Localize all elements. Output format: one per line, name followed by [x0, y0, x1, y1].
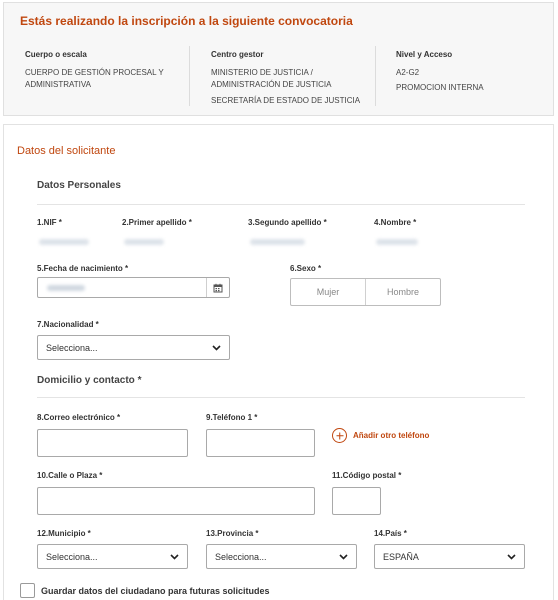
municipio-select[interactable]	[37, 544, 188, 569]
cuerpo-value: CUERPO DE GESTIÓN PROCESAL Y ADMINISTRATIVA	[25, 68, 164, 89]
sexo-mujer-button[interactable]: Mujer	[316, 287, 340, 297]
sexo-hombre-button[interactable]: Hombre	[365, 279, 440, 305]
codigo-postal-input[interactable]	[332, 487, 381, 515]
plus-circle-icon	[332, 428, 347, 443]
add-phone-label: Añadir otro teléfono	[353, 431, 430, 440]
centro-gestor-label: Centro gestor	[211, 50, 264, 59]
column-divider	[189, 46, 190, 106]
convocatoria-title: Estás realizando la inscripción a la siguiente convocatoria	[20, 14, 353, 28]
guardar-datos-label: Guardar datos del ciudadano para futuras solicitudes	[41, 586, 270, 596]
nacionalidad-value: Selecciona...	[46, 342, 98, 353]
municipio-label: 12.Municipio *	[37, 529, 91, 538]
segundo-apellido-value-redacted	[250, 239, 305, 245]
telefono-label: 9.Teléfono 1 *	[206, 413, 258, 422]
municipio-value: Selecciona...	[46, 551, 98, 562]
provincia-value: Selecciona...	[215, 551, 267, 562]
datos-personales-heading: Datos Personales	[37, 180, 121, 191]
pais-select[interactable]	[374, 544, 525, 569]
fecha-nacimiento-label: 5.Fecha de nacimiento *	[37, 264, 129, 273]
column-divider	[375, 46, 376, 106]
provincia-label: 13.Provincia *	[206, 529, 259, 538]
correo-label: 8.Correo electrónico *	[37, 413, 121, 422]
nacionalidad-select[interactable]	[37, 335, 230, 360]
domicilio-heading: Domicilio y contacto *	[37, 375, 142, 386]
cuerpo-label: Cuerpo o escala	[25, 50, 87, 59]
chevron-down-icon	[507, 554, 516, 560]
chevron-down-icon	[339, 554, 348, 560]
nif-value-redacted	[39, 239, 89, 245]
section-title: Datos del solicitante	[17, 145, 116, 157]
fecha-nacimiento-input[interactable]	[37, 277, 230, 298]
chevron-down-icon	[212, 345, 221, 351]
provincia-select[interactable]	[206, 544, 357, 569]
pais-value: ESPAÑA	[383, 551, 419, 562]
nivel-acceso-label: Nivel y Acceso	[396, 50, 453, 59]
chevron-down-icon	[170, 554, 179, 560]
calle-label: 10.Calle o Plaza *	[37, 471, 103, 480]
calendar-icon	[213, 283, 223, 293]
pais-label: 14.País *	[374, 529, 407, 538]
telefono-input[interactable]	[206, 429, 315, 457]
guardar-datos-checkbox[interactable]	[20, 583, 35, 598]
primer-apellido-label: 2.Primer apellido *	[122, 218, 192, 227]
codigo-postal-label: 11.Código postal *	[332, 471, 402, 480]
centro-gestor-value: MINISTERIO DE JUSTICIA / ADMINISTRACIÓN DE JUSTICIA SECRETARÍA DE ESTADO DE JUSTICIA	[211, 68, 361, 105]
divider	[37, 204, 525, 205]
add-phone-button[interactable]	[332, 428, 429, 443]
divider	[37, 397, 525, 398]
nombre-value-redacted	[376, 239, 418, 245]
calendar-button[interactable]	[206, 278, 229, 297]
primer-apellido-value-redacted	[124, 239, 164, 245]
nombre-label: 4.Nombre *	[374, 218, 417, 227]
nif-label: 1.NIF *	[37, 218, 62, 227]
segundo-apellido-label: 3.Segundo apellido *	[248, 218, 327, 227]
fecha-value-redacted	[47, 285, 85, 291]
correo-input[interactable]	[37, 429, 188, 457]
calle-input[interactable]	[37, 487, 315, 515]
nacionalidad-label: 7.Nacionalidad *	[37, 320, 99, 329]
sexo-label: 6.Sexo *	[290, 264, 322, 273]
sexo-toggle	[290, 278, 441, 306]
nivel-acceso-value: A2-G2 PROMOCION INTERNA	[396, 68, 484, 92]
